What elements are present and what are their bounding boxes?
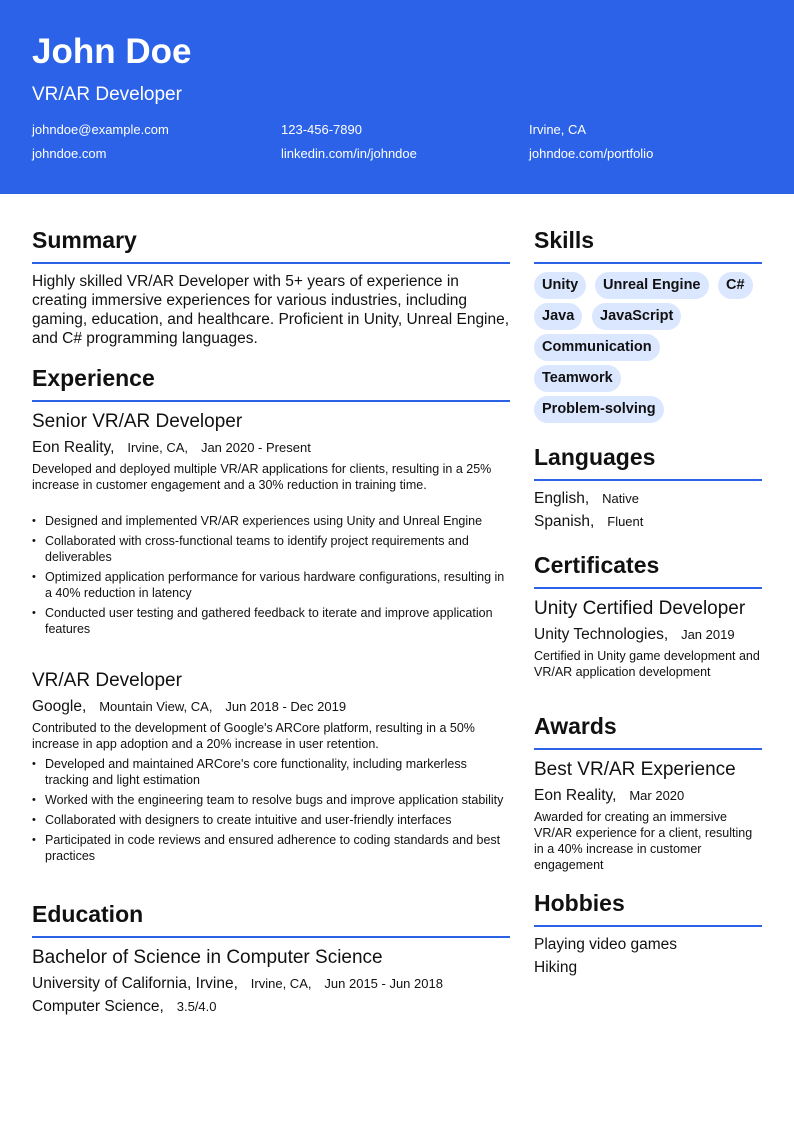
summary-text: Highly skilled VR/AR Developer with 5+ years of experience in creating immersive experiences for various industries, including gaming, education, and healthcare. Proficient in Unity, Unreal Engine, and C# programming languages. — [32, 273, 510, 347]
award-name: Best VR/AR Experience — [534, 759, 736, 780]
award-description: Awarded for creating an immersive VR/AR experience for a client, resulting in a 40% increase in customer engagement — [534, 810, 753, 872]
list-item: • Developed and maintained ARCore's core functionality, including markerless tracking and light estimation — [32, 756, 510, 788]
phone-number[interactable]: 123-456-7890 — [281, 122, 362, 137]
job-company: Eon Reality, — [32, 439, 115, 456]
experience-divider — [32, 400, 510, 402]
education-meta — [32, 974, 443, 994]
candidate-name: John Doe — [32, 32, 192, 71]
school-name: University of California, Irvine, — [32, 975, 238, 992]
list-item: • Collaborated with cross-functional teams to identify project requirements and deliverables — [32, 533, 510, 565]
language-name: Spanish, — [534, 513, 595, 530]
skill-chip: Communication — [534, 334, 660, 361]
education-field-meta — [32, 997, 217, 1017]
language-level: Fluent — [607, 514, 644, 529]
certificate-date: Jan 2019 — [681, 627, 735, 642]
location: Irvine, CA — [529, 122, 587, 137]
job-title: Senior VR/AR Developer — [32, 411, 243, 432]
education-divider — [32, 936, 510, 938]
skill-chip: Unreal Engine — [595, 272, 709, 299]
certificate-issuer: Unity Technologies, — [534, 626, 669, 643]
degree-title: Bachelor of Science in Computer Science — [32, 947, 383, 968]
list-item: • Conducted user testing and gathered feedback to iterate and improve application features — [32, 605, 510, 637]
award-meta — [534, 786, 684, 806]
hobby-item: Playing video games — [534, 936, 678, 953]
education-heading: Education — [32, 901, 144, 927]
hobbies-heading: Hobbies — [534, 890, 625, 916]
job-dates: Jun 2018 - Dec 2019 — [225, 699, 347, 714]
list-item: • Participated in code reviews and ensured adherence to coding standards and best practices — [32, 832, 510, 864]
job-location: Irvine, CA, — [127, 440, 189, 455]
gpa: 3.5/4.0 — [176, 999, 217, 1014]
certificate-name: Unity Certified Developer — [534, 598, 746, 619]
languages-divider — [534, 479, 762, 481]
education-dates: Jun 2015 - Jun 2018 — [324, 976, 443, 991]
certificate-meta — [534, 625, 735, 645]
job-dates: Jan 2020 - Present — [200, 440, 311, 455]
awards-heading: Awards — [534, 713, 617, 739]
certificate-description: Certified in Unity game development and VR/AR application development — [534, 649, 760, 679]
list-item: • Collaborated with designers to create intuitive and user-friendly interfaces — [32, 812, 510, 828]
skill-chip: C# — [718, 272, 753, 299]
job-description: Developed and deployed multiple VR/AR applications for clients, resulting in a 25% increase in customer engagement and a 30% reduction in training time. — [32, 462, 492, 492]
certificates-divider — [534, 587, 762, 589]
job-title: VR/AR Developer — [32, 670, 182, 691]
job-meta — [32, 438, 311, 458]
hobby-item: Hiking — [534, 959, 578, 976]
field-of-study: Computer Science, — [32, 998, 164, 1015]
job-company: Google, — [32, 698, 87, 715]
job-location: Mountain View, CA, — [99, 699, 213, 714]
job-description: Contributed to the development of Google's ARCore platform, resulting in a 50% increase in app adoption and a 20% increase in user retention. — [32, 721, 475, 751]
languages-heading: Languages — [534, 444, 656, 470]
skill-chip: Unity — [534, 272, 586, 299]
awards-divider — [534, 748, 762, 750]
portfolio-link[interactable]: johndoe.com/portfolio — [529, 146, 654, 161]
email-link[interactable]: johndoe@example.com — [32, 122, 169, 137]
language-level: Native — [602, 491, 639, 506]
job-bullets — [32, 513, 510, 641]
skill-chip: Java — [534, 303, 582, 330]
certificates-heading: Certificates — [534, 552, 660, 578]
job-bullets — [32, 756, 510, 868]
language-item — [534, 489, 639, 509]
summary-heading: Summary — [32, 227, 137, 253]
award-date: Mar 2020 — [629, 788, 685, 803]
job-meta — [32, 697, 346, 717]
summary-divider — [32, 262, 510, 264]
skill-chip: Teamwork — [534, 365, 621, 392]
website-link[interactable]: johndoe.com — [32, 146, 107, 161]
resume-header — [0, 0, 794, 194]
hobbies-divider — [534, 925, 762, 927]
award-issuer: Eon Reality, — [534, 787, 617, 804]
school-location: Irvine, CA, — [250, 976, 312, 991]
language-item — [534, 512, 643, 532]
skills-heading: Skills — [534, 227, 595, 253]
language-name: English, — [534, 490, 590, 507]
list-item: • Optimized application performance for various hardware configurations, resulting in a 40% reduction in latency — [32, 569, 510, 601]
list-item: • Worked with the engineering team to resolve bugs and improve application stability — [32, 792, 510, 808]
skill-chip: Problem-solving — [534, 396, 664, 423]
experience-heading: Experience — [32, 365, 155, 391]
skill-chip: JavaScript — [592, 303, 681, 330]
linkedin-link[interactable]: linkedin.com/in/johndoe — [281, 146, 417, 161]
skills-divider — [534, 262, 762, 264]
list-item: • Designed and implemented VR/AR experiences using Unity and Unreal Engine — [32, 513, 510, 529]
candidate-role: VR/AR Developer — [32, 84, 182, 105]
